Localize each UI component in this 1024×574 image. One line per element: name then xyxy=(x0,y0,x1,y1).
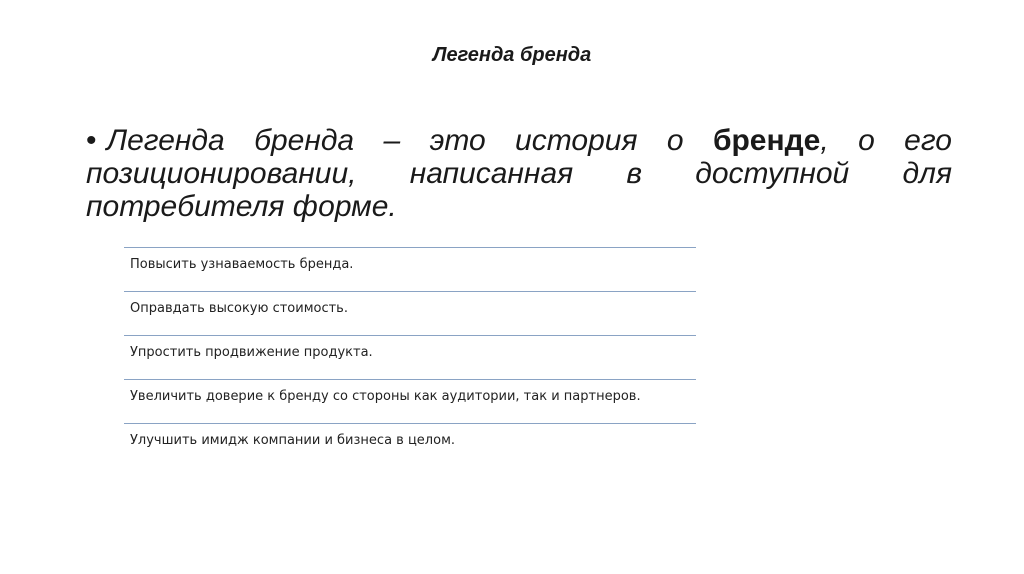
definition-text-before: Легенда бренда – это история о xyxy=(106,124,713,157)
goal-item: Повысить узнаваемость бренда. xyxy=(124,248,696,292)
bullet-marker: • xyxy=(86,124,97,157)
goals-list xyxy=(124,247,696,468)
goal-item: Улучшить имидж компании и бизнеса в целом. xyxy=(130,433,456,448)
slide-title: Легенда бренда xyxy=(432,44,592,66)
definition-emphasis: бренде xyxy=(712,124,821,157)
definition-paragraph xyxy=(86,124,952,223)
definition-text-after: , о его позиционировании, написанная в доступной для потребителя форме. xyxy=(86,124,952,223)
goal-item: Увеличить доверие к бренду со стороны как аудитории, так и партнеров. xyxy=(124,380,696,424)
goal-item: Оправдать высокую стоимость. xyxy=(124,292,696,336)
goal-item: Упростить продвижение продукта. xyxy=(124,336,696,380)
